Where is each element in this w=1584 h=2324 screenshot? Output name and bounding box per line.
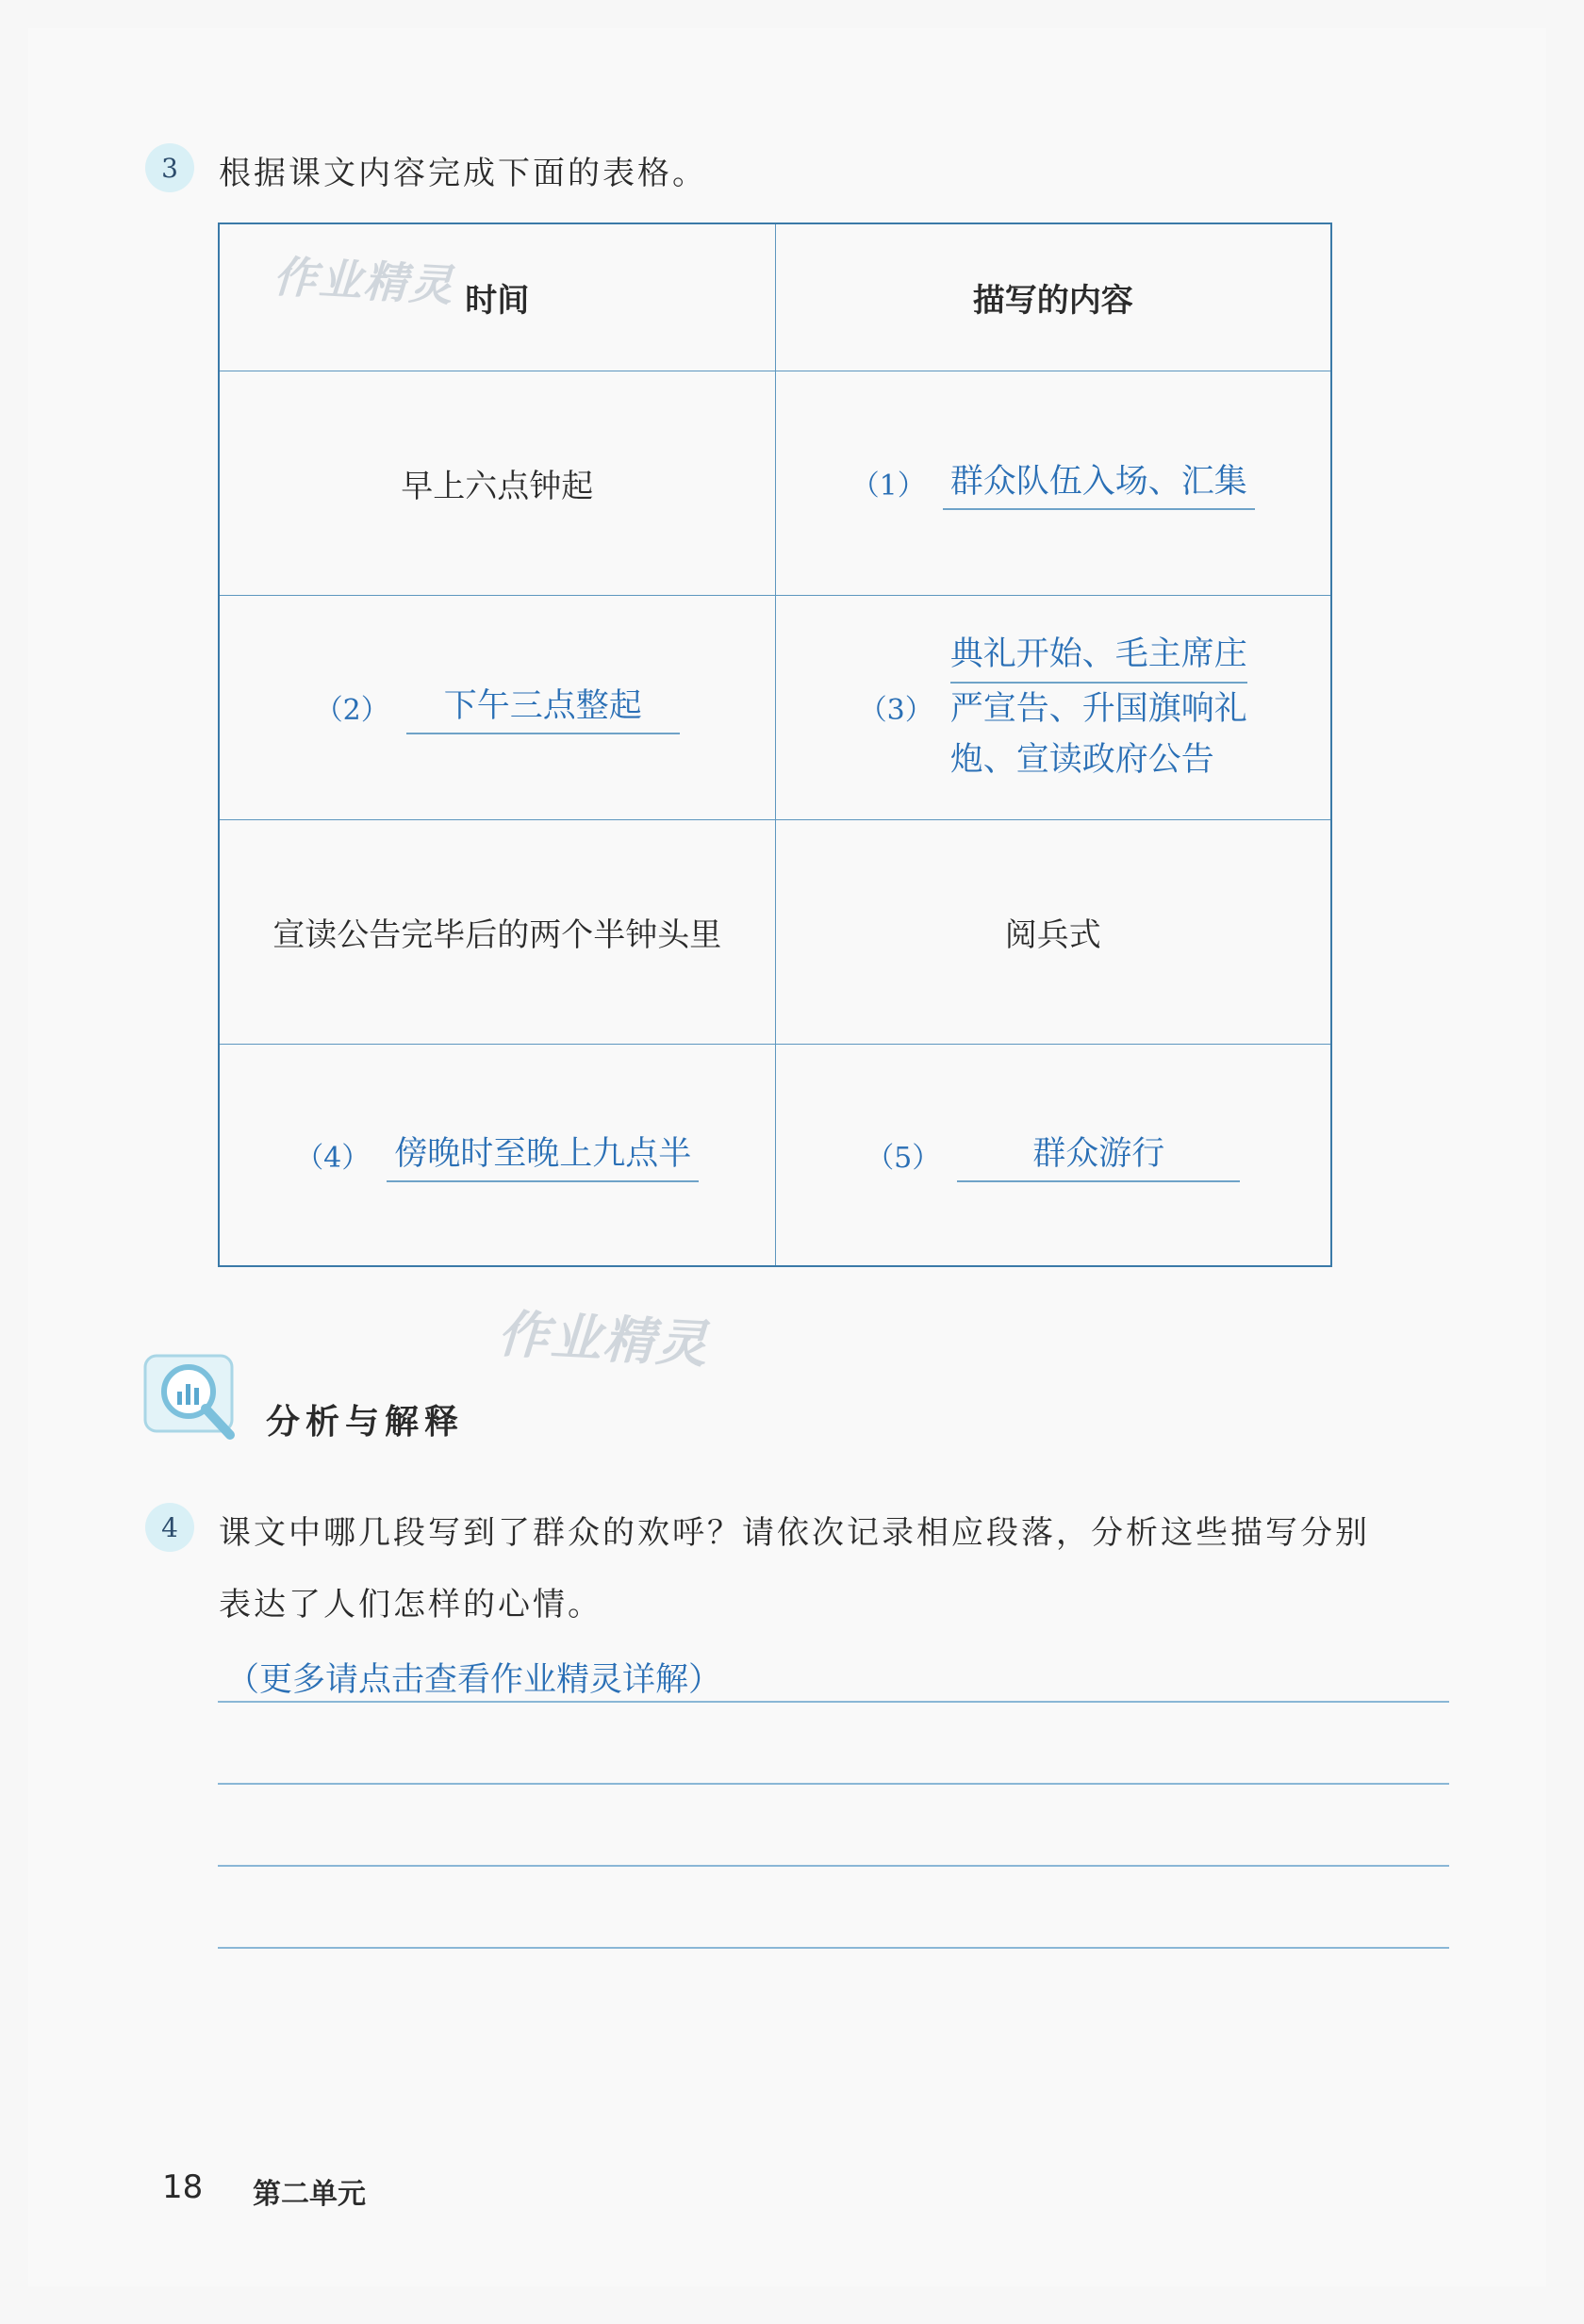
- answer-3-line: 典礼开始、毛主席庄: [950, 629, 1247, 684]
- blank-label-4: （4）: [295, 1141, 371, 1175]
- time-cell: [219, 1044, 775, 1266]
- blank-label-2: （2）: [314, 694, 389, 727]
- content-cell: [775, 1044, 1331, 1266]
- time-text: 宣读公告完毕后的两个半钟头里: [272, 915, 722, 954]
- answer-3-line: 严宣告、升国旗响礼: [949, 690, 1247, 728]
- table-row: [219, 819, 1331, 1044]
- blank-label-5: （5）: [866, 1141, 941, 1175]
- content-cell: [775, 595, 1331, 819]
- writing-line: [218, 1701, 1449, 1703]
- answer-table: [218, 223, 1332, 1267]
- page-number: 18: [162, 2168, 204, 2206]
- answer-5: 群众游行: [957, 1128, 1240, 1182]
- header-time: 时间: [219, 223, 775, 371]
- writing-line: [218, 1865, 1449, 1867]
- question-number-badge: 4: [145, 1503, 194, 1552]
- unit-title: 第二单元: [253, 2178, 366, 2211]
- writing-line: [218, 1947, 1449, 1949]
- question-4-text-line1: 课文中哪几段写到了群众的欢呼？请依次记录相应段落，分析这些描写分别: [219, 1514, 1370, 1552]
- answer-link[interactable]: （更多请点击查看作业精灵详解）: [226, 1661, 722, 1699]
- time-cell: [219, 595, 775, 819]
- question-4-text-line2: 表达了人们怎样的心情。: [219, 1586, 602, 1624]
- answer-4: 傍晚时至晚上九点半: [387, 1128, 699, 1182]
- writing-line: [218, 1783, 1449, 1785]
- watermark: 作业精灵: [496, 1304, 711, 1375]
- table-row: [219, 371, 1331, 595]
- magnifier-chart-icon: [141, 1350, 245, 1444]
- table-row: [219, 595, 1331, 819]
- time-cell: [219, 371, 775, 595]
- question-3-text: 根据课文内容完成下面的表格。: [219, 155, 707, 192]
- content-text: 阅兵式: [1004, 915, 1101, 954]
- time-cell: [219, 819, 775, 1044]
- answer-3: [950, 629, 1247, 785]
- watermark: 作业精灵: [272, 251, 456, 311]
- content-cell: [775, 371, 1331, 595]
- blank-label-1: （1）: [850, 470, 926, 503]
- question-number-badge: 3: [145, 143, 194, 192]
- header-content: 描写的内容: [775, 223, 1331, 371]
- answer-2: 下午三点整起: [406, 680, 680, 734]
- blank-label-3: （3）: [858, 694, 933, 727]
- content-cell: [775, 819, 1331, 1044]
- section-title: 分析与解释: [266, 1403, 465, 1442]
- time-text: 早上六点钟起: [401, 467, 594, 505]
- answer-1: 群众队伍入场、汇集: [943, 455, 1255, 510]
- answer-3-line: 炮、宣读政府公告: [949, 741, 1214, 779]
- table-row: [219, 1044, 1331, 1266]
